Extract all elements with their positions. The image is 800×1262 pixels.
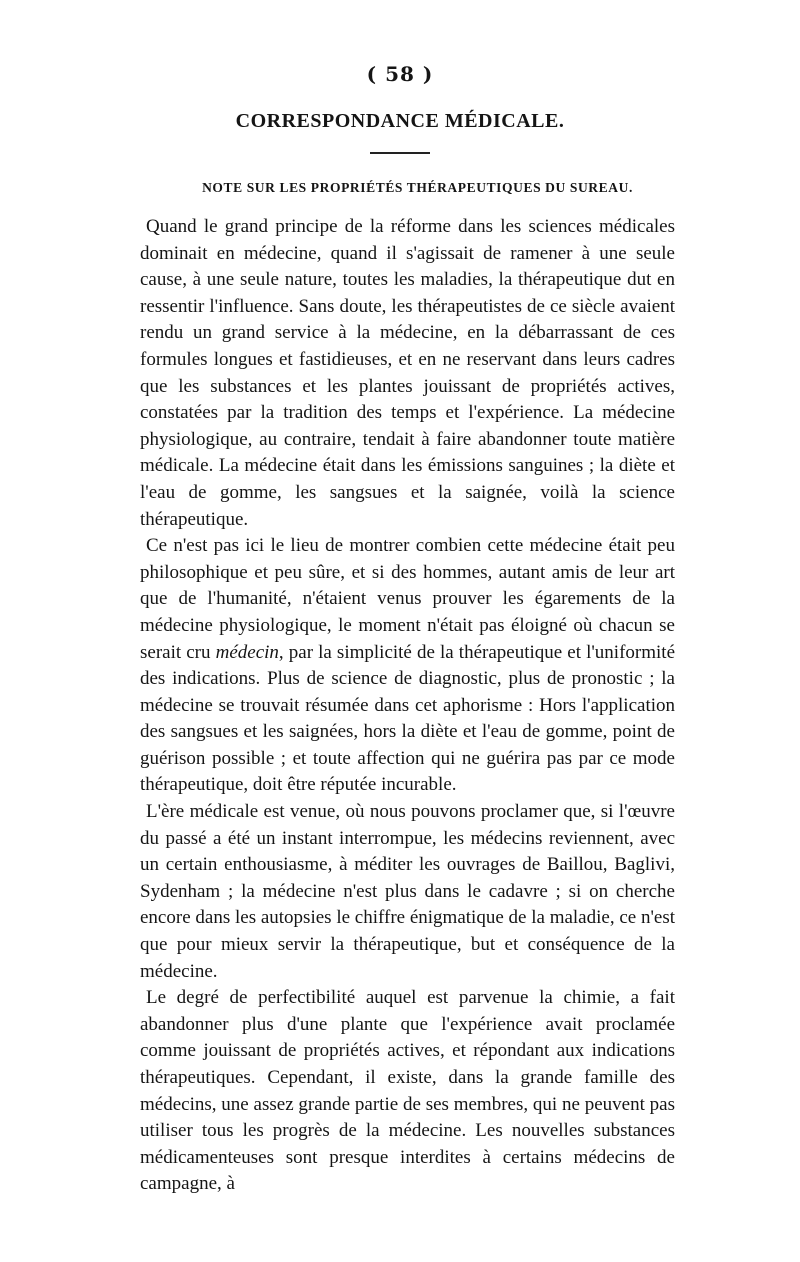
paragraph-4: Le degré de perfectibilité auquel est parvenue la chimie, a fait abandonner plus d'une plante que l'expérience avait proclamée comme jouissant de propriétés actives, et répondant aux indications thérapeutiques. Cependant, il existe, dans la grande famille des médecins, une assez grande partie de ses membres, qui ne peuvent pas utiliser tous les progrès de la médecine. Les nouvelles substances médicamenteuses sont presque interdites à certains médecins de campagne, à bbox=[140, 987, 675, 1195]
paragraph-2-start: Ce n'est pas ici le lieu de montrer combien cette médecine était peu philosophique et peu sûre, et si des hommes, autant amis de leur art que de l'humanité, n'étaient venus prouver les égarements de la médecine physiologique, le moment n'était pas éloigné où chacun se serait cru bbox=[140, 535, 675, 663]
paragraph-3: L'ère médicale est venue, où nous pouvons proclamer que, si l'œuvre du passé a été un instant interrompue, les médecins reviennent, avec un certain enthousiasme, à méditer les ouvrages de Baillou, Baglivi, Sydenham ; la médecine n'est plus dans le cadavre ; si on cherche encore dans les autopsies le chiffre énigmatique de la maladie, ce n'est que pour mieux servir la thérapeutique, but et conséquence de la médecine. bbox=[140, 801, 675, 982]
note-title: NOTE SUR LES PROPRIÉTÉS THÉRAPEUTIQUES DU SUREAU. bbox=[202, 180, 633, 195]
body-text bbox=[140, 214, 675, 1198]
paragraph-1: Quand le grand principe de la réforme dans les sciences médicales dominait en médecine, quand il s'agissait de ramener à une seule cause, à une seule nature, toutes les maladies, la thérapeutique dut en ressentir l'influence. Sans doute, les thérapeutistes de ce siècle avaient rendu un grand service à la médecine, en la débarrassant de ces formules longues et fastidieuses, et en ne reservant dans leurs cadres que les substances et les plantes jouissant de propriétés actives, constatées par la tradition des temps et l'expérience. La médecine physiologique, au contraire, tendait à faire abandonner toute matière médicale. La médecine était dans les émissions sanguines ; la diète et l'eau de gomme, les sangsues et la saignée, voilà la science thérapeutique. bbox=[140, 216, 675, 530]
section-title: CORRESPONDANCE MÉDICALE. bbox=[235, 110, 565, 132]
emphasis-medecin: médecin bbox=[215, 641, 279, 663]
page-number: ( 58 ) bbox=[366, 62, 434, 86]
paragraph-2 bbox=[140, 533, 675, 799]
paragraph-2-end: , par la simplicité de la thérapeutique et l'uniformité des indications. Plus de science de diagnostic, plus de pronostic ; la médecine se trouvait résumée dans cet aphorisme : Hors l'application des sangsues et les saignées, hors la diète et l'eau de gomme, point de guérison possible ; et toute affection qui ne guérira pas par ce mode thérapeutique, doit être réputée incurable. bbox=[140, 641, 675, 796]
title-divider bbox=[370, 152, 430, 154]
